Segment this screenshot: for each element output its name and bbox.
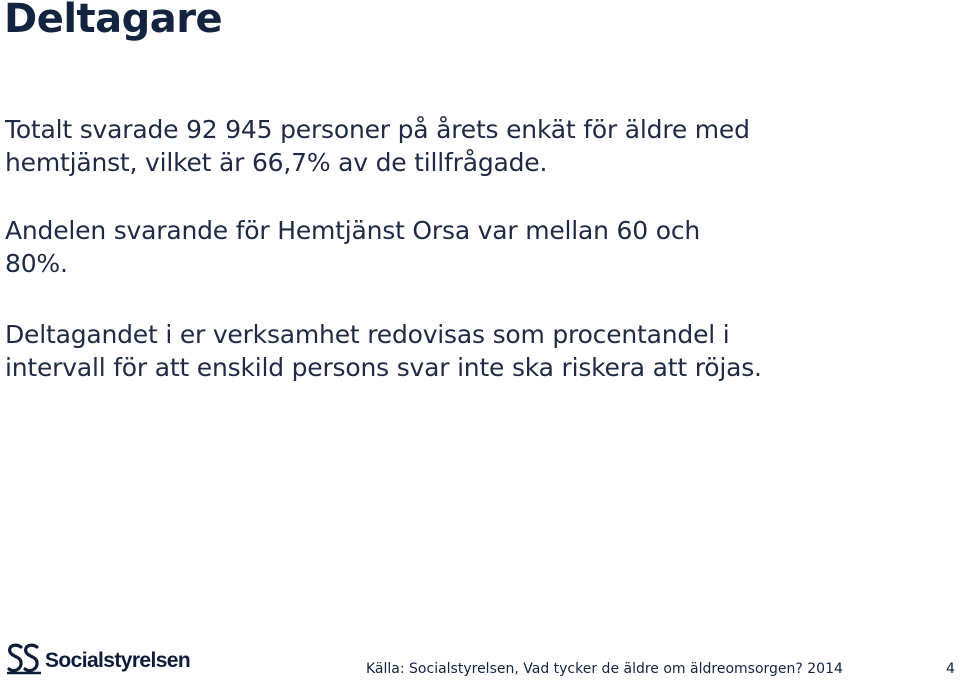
slide-title: Deltagare xyxy=(4,0,223,42)
paragraph-participation-note xyxy=(5,318,762,384)
paragraph-response-share xyxy=(5,214,700,280)
source-citation: Källa: Socialstyrelsen, Vad tycker de äldre om äldreomsorgen? 2014 xyxy=(366,661,843,677)
logo-wordmark: Socialstyrelsen xyxy=(45,649,191,672)
paragraph-line: Andelen svarande för Hemtjänst Orsa var mellan 60 och xyxy=(5,216,701,245)
page-number: 4 xyxy=(946,661,955,677)
paragraph-response-total xyxy=(5,113,750,179)
paragraph-line: 80%. xyxy=(5,249,68,278)
paragraph-line: Deltagandet i er verksamhet redovisas som procentandel i xyxy=(5,320,730,349)
paragraph-line: hemtjänst, vilket är 66,7% av de tillfrågade. xyxy=(5,148,548,177)
paragraph-line: intervall för att enskild persons svar inte ska riskera att röjas. xyxy=(5,353,762,382)
socialstyrelsen-logo xyxy=(6,642,190,680)
paragraph-line: Totalt svarade 92 945 personer på årets enkät för äldre med xyxy=(5,115,750,144)
socialstyrelsen-logo-icon xyxy=(6,642,42,680)
